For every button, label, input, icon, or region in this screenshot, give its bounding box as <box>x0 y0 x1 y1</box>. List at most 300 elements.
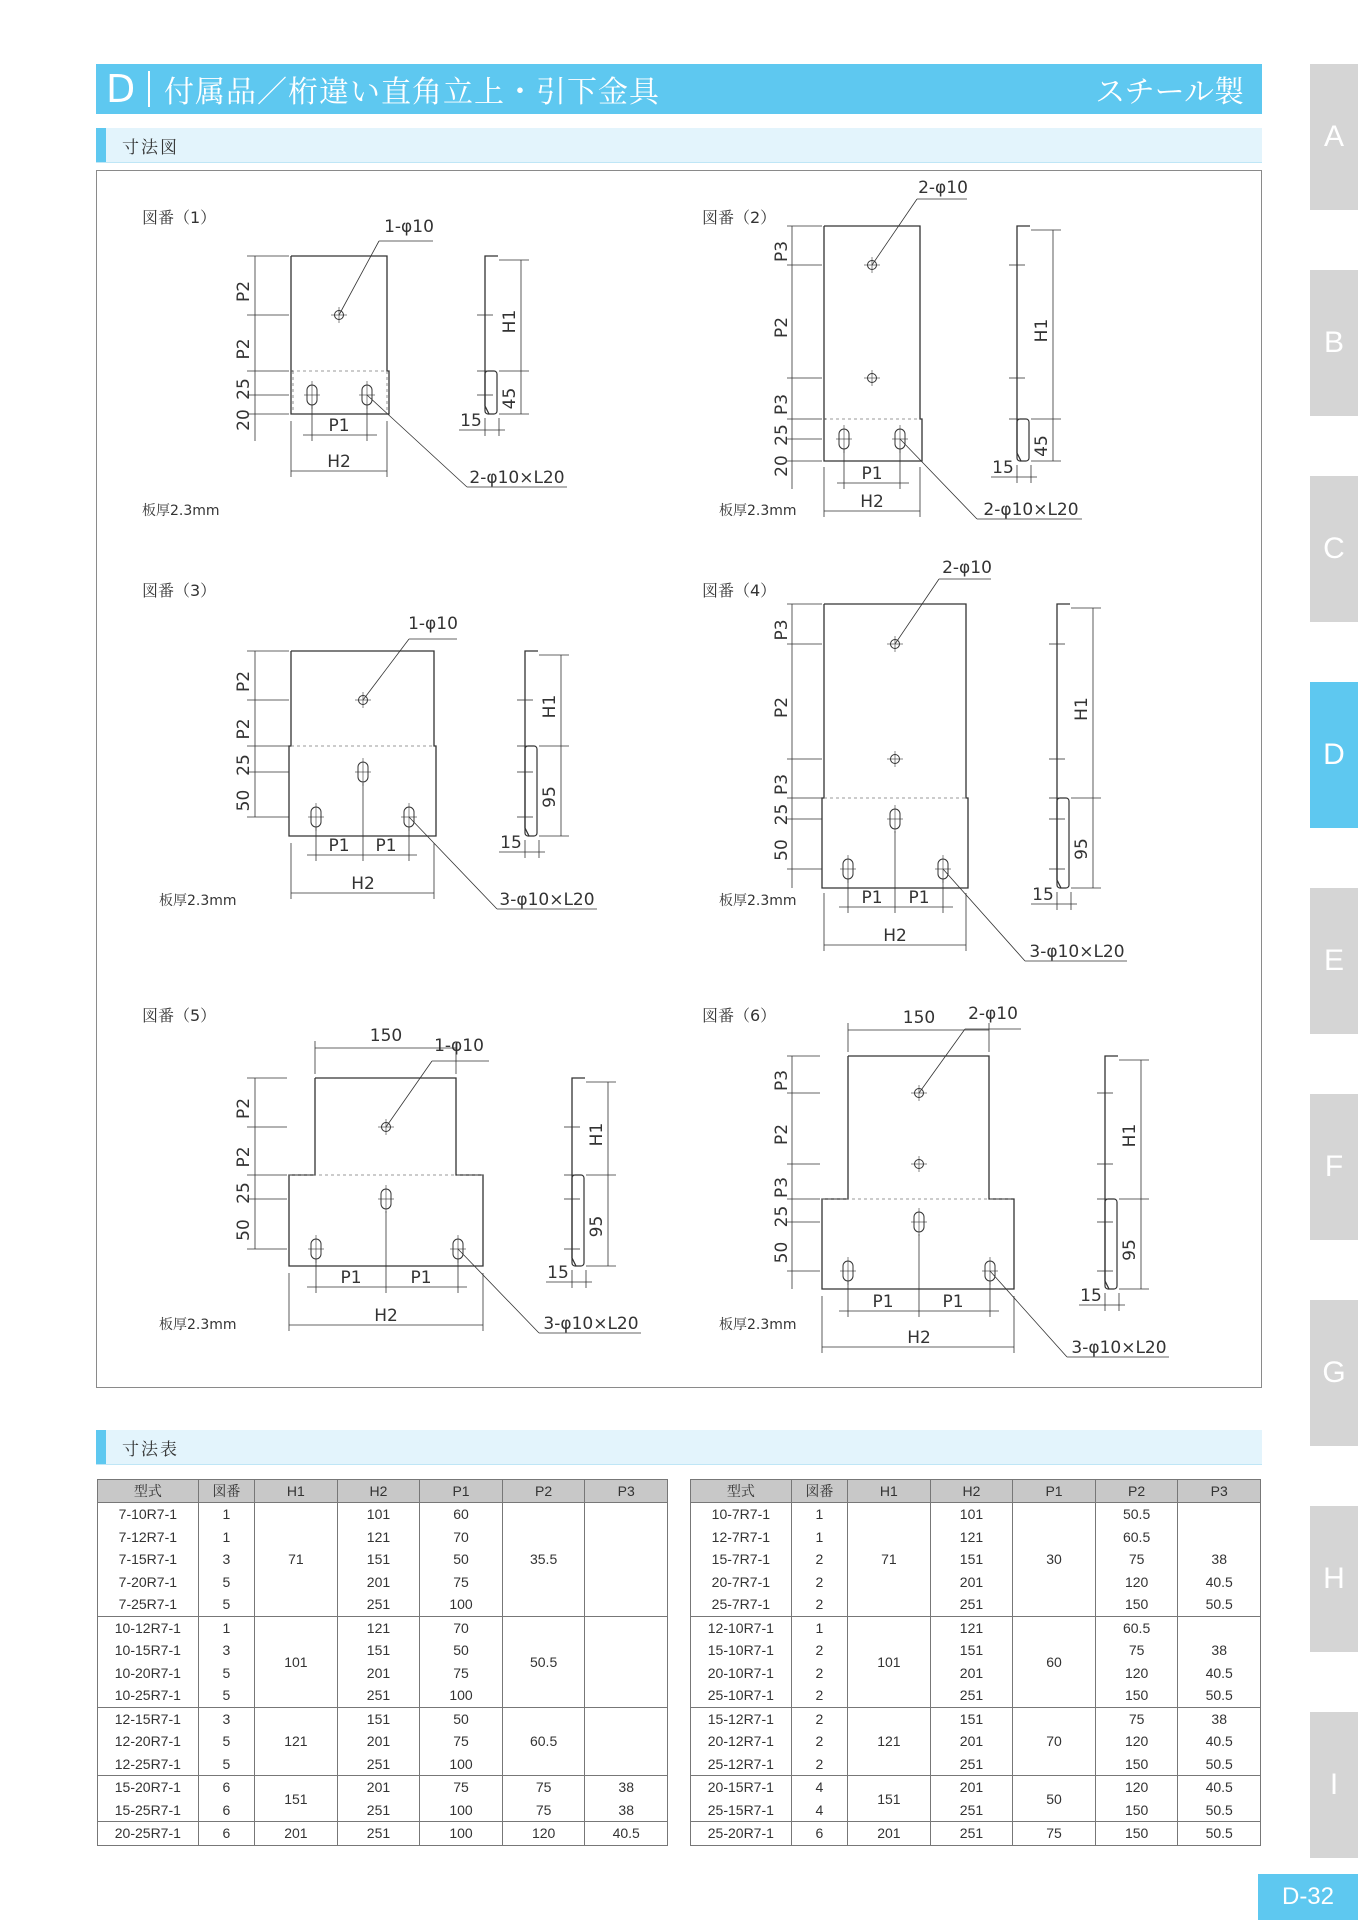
dim-line <box>900 439 977 519</box>
table-cell: 7-25R7-1 <box>98 1593 199 1616</box>
dim-label: P1 <box>410 1268 432 1288</box>
column-header: 図番 <box>791 1480 847 1503</box>
table-cell: 121 <box>255 1707 338 1776</box>
tab-e[interactable]: E <box>1310 888 1358 1034</box>
dim-label: H2 <box>374 1306 398 1326</box>
table-cell: 151 <box>337 1707 420 1730</box>
table-cell: 40.5 <box>1178 1571 1261 1594</box>
dim-label: 50 <box>234 1219 254 1241</box>
table-cell: 20-10R7-1 <box>691 1662 792 1685</box>
plate-outline <box>822 1056 1014 1289</box>
table-cell: 251 <box>930 1822 1013 1846</box>
table-cell: 50 <box>1013 1776 1096 1822</box>
table-cell: 50.5 <box>1178 1822 1261 1846</box>
table-cell: 15-25R7-1 <box>98 1799 199 1822</box>
table-cell: 38 <box>1178 1548 1261 1571</box>
dim-label: P3 <box>772 773 792 796</box>
table-row <box>98 1776 668 1799</box>
section-marker <box>96 1430 106 1464</box>
table-cell: 50 <box>420 1639 503 1662</box>
dim-line <box>872 199 917 265</box>
side-flange <box>1105 1199 1117 1289</box>
table-cell: 201 <box>337 1571 420 1594</box>
dim-line <box>990 1271 1067 1357</box>
table-cell: 251 <box>337 1753 420 1776</box>
table-cell: 151 <box>337 1639 420 1662</box>
dim-label: H2 <box>351 874 375 894</box>
dimension-table-left <box>97 1479 668 1846</box>
table-cell: 251 <box>337 1822 420 1846</box>
table-cell: 75 <box>420 1571 503 1594</box>
table-cell: 151 <box>930 1548 1013 1571</box>
table-row <box>691 1707 1261 1730</box>
dim-line <box>367 395 467 487</box>
dim-line <box>458 1249 539 1333</box>
dim-label: 15 <box>1080 1286 1102 1306</box>
table-cell: 7-10R7-1 <box>98 1503 199 1526</box>
dim-label: P1 <box>942 1292 964 1312</box>
page-header <box>96 64 1262 114</box>
dim-label: P2 <box>234 1097 254 1120</box>
table-cell: 5 <box>198 1662 254 1685</box>
dim-label: 50 <box>772 1241 792 1264</box>
hole-label: 2-φ10 <box>968 1004 1018 1024</box>
table-row <box>691 1662 1261 1685</box>
dim-label: 45 <box>500 387 520 410</box>
table-row <box>691 1503 1261 1526</box>
table-section-header <box>96 1430 1262 1465</box>
plate-outline <box>824 226 922 461</box>
table-cell: 25-15R7-1 <box>691 1799 792 1822</box>
table-cell <box>1178 1503 1261 1526</box>
table-cell: 15-10R7-1 <box>691 1639 792 1662</box>
table-cell: 38 <box>1178 1707 1261 1730</box>
table-cell: 70 <box>1013 1707 1096 1776</box>
column-header: P1 <box>420 1480 503 1503</box>
table-row <box>691 1684 1261 1707</box>
table-cell: 5 <box>198 1593 254 1616</box>
dim-label: P1 <box>908 888 930 908</box>
table-cell: 6 <box>198 1799 254 1822</box>
table-cell: 6 <box>198 1822 254 1846</box>
table-cell: 201 <box>255 1822 338 1846</box>
table-cell: 4 <box>791 1776 847 1799</box>
table-cell: 151 <box>930 1707 1013 1730</box>
table-cell: 5 <box>198 1571 254 1594</box>
dim-label: P2 <box>234 280 254 303</box>
page-title: 付属品／桁違い直角立上・引下金具 <box>164 75 660 110</box>
table-cell: 3 <box>198 1548 254 1571</box>
tab-h[interactable]: H <box>1310 1506 1358 1652</box>
dim-label: H1 <box>1032 318 1052 343</box>
dim-label: P2 <box>772 316 792 339</box>
table-cell: 101 <box>337 1503 420 1526</box>
table-row <box>98 1799 668 1822</box>
dim-label: 45 <box>1032 435 1052 457</box>
tab-a[interactable]: A <box>1310 64 1358 210</box>
table-cell: 25-20R7-1 <box>691 1822 792 1846</box>
table-cell: 50 <box>420 1707 503 1730</box>
dim-line <box>409 817 497 909</box>
table-cell: 2 <box>791 1571 847 1594</box>
table-cell: 7-15R7-1 <box>98 1548 199 1571</box>
dim-label: P1 <box>375 836 397 856</box>
table-cell: 2 <box>791 1662 847 1685</box>
dimension-table-right <box>690 1479 1261 1846</box>
column-header: H1 <box>255 1480 338 1503</box>
dim-label: 20 <box>234 409 254 431</box>
dim-label: P3 <box>772 1176 792 1199</box>
table-row <box>691 1593 1261 1616</box>
dim-label: 50 <box>772 839 792 861</box>
table-cell: 40.5 <box>1178 1662 1261 1685</box>
table-cell: 6 <box>791 1822 847 1846</box>
column-header: 型式 <box>98 1480 199 1503</box>
column-header: 型式 <box>691 1480 792 1503</box>
table-cell: 75 <box>502 1799 585 1822</box>
table-cell: 50.5 <box>1178 1753 1261 1776</box>
figure-label: 図番（1） <box>142 208 217 227</box>
table-cell: 38 <box>1178 1639 1261 1662</box>
dim-line <box>363 639 409 700</box>
table-cell: 75 <box>420 1662 503 1685</box>
table-row <box>691 1548 1261 1571</box>
dim-label: 15 <box>460 411 482 431</box>
table-cell: 4 <box>791 1799 847 1822</box>
table-cell: 50.5 <box>1178 1593 1261 1616</box>
hole-label: 2-φ10 <box>918 178 968 198</box>
table-cell: 150 <box>1095 1753 1178 1776</box>
table-cell: 15-7R7-1 <box>691 1548 792 1571</box>
tab-g[interactable]: G <box>1310 1300 1358 1446</box>
side-view <box>525 651 538 836</box>
column-header: P3 <box>585 1480 668 1503</box>
table-cell: 3 <box>198 1639 254 1662</box>
table-cell: 75 <box>420 1776 503 1799</box>
table-cell: 151 <box>930 1639 1013 1662</box>
table-cell: 121 <box>930 1526 1013 1549</box>
table-cell: 1 <box>198 1616 254 1639</box>
table-cell: 151 <box>848 1776 931 1822</box>
table-cell: 201 <box>930 1662 1013 1685</box>
table-cell: 40.5 <box>1178 1776 1261 1799</box>
column-header: H2 <box>337 1480 420 1503</box>
thickness-label: 板厚2.3mm <box>719 1317 797 1333</box>
table-row <box>691 1639 1261 1662</box>
column-header: P2 <box>502 1480 585 1503</box>
figure-label: 図番（6） <box>702 1006 777 1025</box>
table-cell: 50.5 <box>502 1616 585 1707</box>
table-cell: 100 <box>420 1822 503 1846</box>
dim-label: 15 <box>1032 885 1054 905</box>
table-cell: 251 <box>930 1799 1013 1822</box>
table-cell: 75 <box>1095 1707 1178 1730</box>
column-header: P1 <box>1013 1480 1096 1503</box>
table-cell: 25-10R7-1 <box>691 1684 792 1707</box>
dim-label: 25 <box>234 754 254 776</box>
column-header: 図番 <box>198 1480 254 1503</box>
table-cell: 120 <box>1095 1776 1178 1799</box>
dim-label: 50 <box>234 789 254 812</box>
hole-label: 2-φ10 <box>942 558 992 578</box>
plate-outline <box>291 256 389 414</box>
side-view <box>1017 226 1030 461</box>
dim-label: 20 <box>772 455 792 477</box>
hole-label: 1-φ10 <box>408 614 458 634</box>
table-row <box>691 1730 1261 1753</box>
dim-label: H1 <box>540 694 560 719</box>
table-cell: 5 <box>198 1730 254 1753</box>
table-row <box>98 1616 668 1639</box>
table-cell: 38 <box>585 1799 668 1822</box>
figure-label: 図番（4） <box>702 581 777 600</box>
side-flange <box>485 371 497 414</box>
dim-label: 15 <box>547 1263 569 1283</box>
dim-label: H1 <box>500 309 520 334</box>
table-cell <box>585 1707 668 1776</box>
dim-label: H1 <box>1072 697 1092 721</box>
slot-label: 2-φ10×L20 <box>469 468 565 488</box>
table-cell: 12-15R7-1 <box>98 1707 199 1730</box>
table-cell: 60.5 <box>1095 1526 1178 1549</box>
dim-label: H1 <box>587 1122 607 1147</box>
table-row <box>691 1571 1261 1594</box>
table-cell: 150 <box>1095 1593 1178 1616</box>
dim-label: P1 <box>328 416 350 436</box>
table-cell: 201 <box>337 1730 420 1753</box>
thickness-label: 板厚2.3mm <box>719 893 797 909</box>
table-cell: 12-25R7-1 <box>98 1753 199 1776</box>
table-cell: 2 <box>791 1753 847 1776</box>
table-cell: 2 <box>791 1639 847 1662</box>
dim-label: H2 <box>907 1328 931 1348</box>
dim-label: P3 <box>772 1069 792 1092</box>
drawing-section-header <box>96 128 1262 163</box>
table-row <box>691 1776 1261 1799</box>
dim-label: H2 <box>327 452 351 472</box>
table-cell: 2 <box>791 1684 847 1707</box>
table-cell <box>1178 1526 1261 1549</box>
dim-label: 150 <box>902 1008 936 1028</box>
table-cell: 100 <box>420 1753 503 1776</box>
column-header: P3 <box>1178 1480 1261 1503</box>
table-row <box>691 1822 1261 1846</box>
table-cell: 120 <box>502 1822 585 1846</box>
table-cell: 2 <box>791 1593 847 1616</box>
table-cell: 120 <box>1095 1571 1178 1594</box>
dim-label: 150 <box>369 1026 403 1046</box>
figure-label: 図番（3） <box>142 581 217 600</box>
table-cell: 20-12R7-1 <box>691 1730 792 1753</box>
table-cell: 201 <box>930 1730 1013 1753</box>
dim-label: P1 <box>340 1268 362 1288</box>
table-cell: 2 <box>791 1707 847 1730</box>
table-cell: 3 <box>198 1707 254 1730</box>
table-cell: 71 <box>255 1503 338 1617</box>
table-cell: 100 <box>420 1799 503 1822</box>
table-cell: 101 <box>848 1616 931 1707</box>
table-cell: 25-12R7-1 <box>691 1753 792 1776</box>
dim-label: 25 <box>772 803 792 826</box>
slot-label: 2-φ10×L20 <box>983 500 1079 520</box>
table-cell: 30 <box>1013 1503 1096 1617</box>
side-flange <box>572 1175 584 1266</box>
dim-label: 25 <box>234 1182 254 1204</box>
table-cell: 20-15R7-1 <box>691 1776 792 1799</box>
dim-label: P2 <box>234 1146 254 1168</box>
side-view <box>572 1078 585 1266</box>
dim-label: 95 <box>540 786 560 808</box>
table-cell: 10-20R7-1 <box>98 1662 199 1685</box>
material-label: スチール製 <box>1095 75 1244 110</box>
table-cell: 15-12R7-1 <box>691 1707 792 1730</box>
table-cell: 20-25R7-1 <box>98 1822 199 1846</box>
dim-label: P1 <box>861 888 883 908</box>
table-cell: 50.5 <box>1178 1684 1261 1707</box>
slot-label: 3-φ10×L20 <box>1029 942 1125 962</box>
table-cell: 25-7R7-1 <box>691 1593 792 1616</box>
table-cell: 10-15R7-1 <box>98 1639 199 1662</box>
tab-f[interactable]: F <box>1310 1094 1358 1240</box>
tab-d[interactable]: D <box>1310 682 1358 828</box>
slot-label: 3-φ10×L20 <box>543 1314 639 1334</box>
dim-label: P1 <box>872 1292 894 1312</box>
dim-line <box>339 241 379 315</box>
dim-line <box>895 579 939 644</box>
table-row <box>691 1616 1261 1639</box>
thickness-label: 板厚2.3mm <box>719 503 797 519</box>
dim-label: P2 <box>234 670 254 693</box>
dim-label: H2 <box>860 492 884 512</box>
hole-label: 1-φ10 <box>384 217 434 237</box>
table-cell: 201 <box>930 1571 1013 1594</box>
section-marker <box>96 128 106 162</box>
page-number: D-32 <box>1258 1874 1358 1920</box>
table-cell: 1 <box>791 1503 847 1526</box>
side-flange <box>1017 419 1029 461</box>
column-header: H2 <box>930 1480 1013 1503</box>
table-cell: 71 <box>848 1503 931 1617</box>
table-cell: 60 <box>420 1503 503 1526</box>
table-cell: 10-12R7-1 <box>98 1616 199 1639</box>
table-cell: 6 <box>198 1776 254 1799</box>
dim-label: 95 <box>1120 1239 1140 1261</box>
thickness-label: 板厚2.3mm <box>142 503 220 519</box>
slot-label: 3-φ10×L20 <box>1071 1338 1167 1358</box>
dim-label: P2 <box>234 718 254 740</box>
table-cell: 40.5 <box>585 1822 668 1846</box>
table-row <box>98 1822 668 1846</box>
side-flange <box>525 746 537 836</box>
table-row <box>98 1707 668 1730</box>
dim-label: P3 <box>772 393 792 416</box>
header-divider <box>148 71 150 107</box>
table-cell: 40.5 <box>1178 1730 1261 1753</box>
table-cell: 35.5 <box>502 1503 585 1617</box>
table-cell: 60.5 <box>502 1707 585 1776</box>
table-cell: 70 <box>420 1616 503 1639</box>
table-cell: 38 <box>585 1776 668 1799</box>
dim-label: P2 <box>772 1123 792 1146</box>
table-section-title: 寸法表 <box>122 1439 179 1460</box>
table-cell: 251 <box>337 1799 420 1822</box>
tab-c[interactable]: C <box>1310 476 1358 622</box>
column-header: H1 <box>848 1480 931 1503</box>
section-letter: D <box>106 67 136 111</box>
table-cell: 251 <box>930 1684 1013 1707</box>
table-cell: 10-25R7-1 <box>98 1684 199 1707</box>
tab-b[interactable]: B <box>1310 270 1358 416</box>
dim-label: 15 <box>500 833 522 853</box>
plate-outline <box>289 651 436 836</box>
dim-line <box>919 1029 965 1093</box>
table-cell: 10-7R7-1 <box>691 1503 792 1526</box>
table-cell: 251 <box>337 1593 420 1616</box>
table-cell: 251 <box>930 1753 1013 1776</box>
table-cell: 151 <box>255 1776 338 1822</box>
table-cell: 5 <box>198 1684 254 1707</box>
table-cell: 12-20R7-1 <box>98 1730 199 1753</box>
table-cell: 121 <box>337 1526 420 1549</box>
column-header: P2 <box>1095 1480 1178 1503</box>
table-cell: 75 <box>502 1776 585 1799</box>
table-cell <box>585 1616 668 1707</box>
table-cell: 100 <box>420 1684 503 1707</box>
dim-label: P2 <box>234 338 254 360</box>
dim-label: 95 <box>587 1215 607 1238</box>
table-cell: 70 <box>420 1526 503 1549</box>
dim-line <box>943 869 1025 961</box>
side-view <box>485 256 498 414</box>
table-cell: 12-7R7-1 <box>691 1526 792 1549</box>
tab-i[interactable]: I <box>1310 1712 1358 1858</box>
table-cell: 5 <box>198 1753 254 1776</box>
table-cell: 121 <box>848 1707 931 1776</box>
drawings-canvas <box>97 171 1261 1387</box>
thickness-label: 板厚2.3mm <box>159 893 237 909</box>
table-cell: 1 <box>791 1616 847 1639</box>
thickness-label: 板厚2.3mm <box>159 1317 237 1333</box>
dim-label: P3 <box>772 619 792 641</box>
dim-label: 25 <box>772 1205 792 1228</box>
table-cell: 12-10R7-1 <box>691 1616 792 1639</box>
table-cell <box>1178 1616 1261 1639</box>
dim-label: H2 <box>883 926 907 946</box>
dim-label: 25 <box>234 378 254 400</box>
drawing-section-title: 寸法図 <box>122 137 179 158</box>
table-cell: 15-20R7-1 <box>98 1776 199 1799</box>
dimension-drawings <box>96 170 1262 1388</box>
dim-label: P2 <box>772 696 792 719</box>
table-cell: 50 <box>420 1548 503 1571</box>
table-cell: 75 <box>420 1730 503 1753</box>
table-row <box>98 1503 668 1526</box>
table-cell: 201 <box>930 1776 1013 1799</box>
table-row <box>691 1799 1261 1822</box>
table-cell: 101 <box>930 1503 1013 1526</box>
slot-label: 3-φ10×L20 <box>499 890 595 910</box>
dim-label: P3 <box>772 240 792 263</box>
table-cell: 60 <box>1013 1616 1096 1707</box>
table-cell: 150 <box>1095 1822 1178 1846</box>
table-cell: 120 <box>1095 1662 1178 1685</box>
table-cell: 75 <box>1095 1548 1178 1571</box>
table-cell: 201 <box>337 1776 420 1799</box>
table-cell: 7-12R7-1 <box>98 1526 199 1549</box>
table-cell: 100 <box>420 1593 503 1616</box>
table-cell: 2 <box>791 1548 847 1571</box>
side-flange <box>1057 798 1069 888</box>
